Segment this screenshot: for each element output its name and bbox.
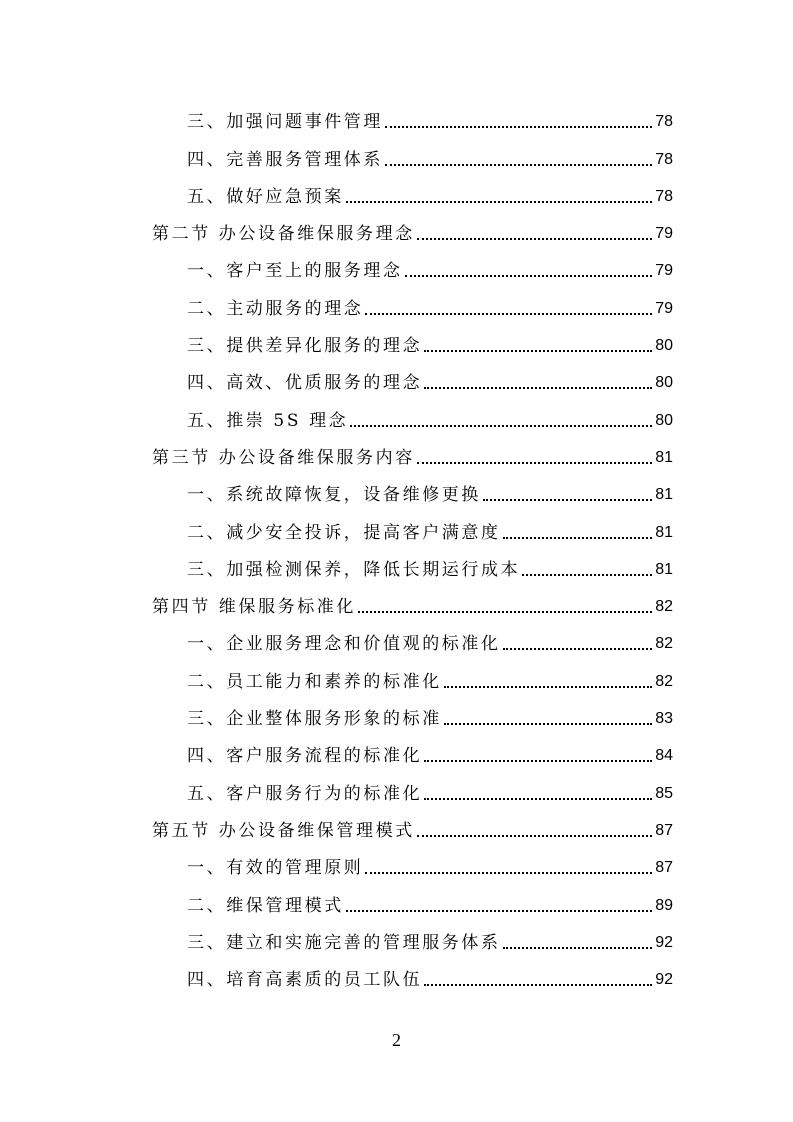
toc-entry-inner [152,597,673,617]
toc-dot-leader [424,984,652,986]
toc-entry-page-number: 83 [655,710,673,728]
toc-dot-leader [424,387,652,389]
toc-entry-inner [187,709,673,729]
toc-entry-page-number: 78 [655,113,673,131]
toc-entry-inner [187,261,673,281]
toc-entry-inner [187,373,673,393]
toc-section-entry[interactable] [0,810,793,847]
page-number: 2 [392,1030,401,1050]
toc-entry-label: 二、员工能力和素养的标准化 [187,671,442,692]
toc-entry-page-number: 81 [655,560,673,578]
toc-entry-label: 二、维保管理模式 [187,895,344,916]
toc-entry-label: 第二节 办公设备维保服务理念 [152,224,415,245]
toc-entry-page-number: 84 [655,747,673,765]
toc-entry-inner [187,560,673,580]
toc-entry-page-number: 81 [655,523,673,541]
toc-entry-page-number: 82 [655,598,673,616]
toc-entry-label: 五、推崇 5S 理念 [187,410,349,431]
toc-dot-leader [346,201,652,203]
toc-entry-inner [152,821,673,841]
toc-entry-inner [187,523,673,543]
toc-entry-label: 四、完善服务管理体系 [187,149,383,170]
toc-subsection-entry[interactable] [0,698,793,735]
toc-dot-leader [358,611,652,613]
toc-subsection-entry[interactable] [0,922,793,959]
table-of-contents [0,101,793,996]
toc-entry-page-number: 82 [655,635,673,653]
toc-entry-inner [187,485,673,505]
toc-dot-leader [444,686,652,688]
toc-entry-inner [152,448,673,468]
toc-subsection-entry[interactable] [0,176,793,213]
toc-entry-page-number: 79 [655,299,673,317]
toc-entry-inner [187,672,673,692]
toc-subsection-entry[interactable] [0,362,793,399]
toc-subsection-entry[interactable] [0,399,793,436]
toc-subsection-entry[interactable] [0,959,793,996]
toc-entry-inner [187,784,673,804]
toc-entry-inner [187,336,673,356]
toc-entry-page-number: 81 [655,448,673,466]
toc-subsection-entry[interactable] [0,735,793,772]
toc-entry-page-number: 80 [655,411,673,429]
toc-section-entry[interactable] [0,586,793,623]
toc-subsection-entry[interactable] [0,660,793,697]
toc-dot-leader [424,760,652,762]
toc-subsection-entry[interactable] [0,474,793,511]
toc-entry-inner [187,970,673,990]
toc-entry-label: 五、做好应急预案 [187,186,344,207]
toc-dot-leader [503,648,653,650]
toc-entry-page-number: 81 [655,486,673,504]
toc-entry-label: 一、客户至上的服务理念 [187,261,403,282]
toc-dot-leader [424,350,652,352]
toc-entry-label: 五、客户服务行为的标准化 [187,783,423,804]
toc-entry-label: 三、企业整体服务形象的标准 [187,709,442,730]
toc-entry-page-number: 92 [655,933,673,951]
toc-entry-inner [187,187,673,207]
toc-entry-label: 第五节 办公设备维保管理模式 [152,820,415,841]
toc-entry-label: 一、系统故障恢复，设备维修更换 [187,485,481,506]
toc-entry-page-number: 82 [655,672,673,690]
toc-dot-leader [424,798,652,800]
toc-dot-leader [365,313,652,315]
toc-entry-page-number: 89 [655,896,673,914]
toc-entry-label: 三、提供差异化服务的理念 [187,336,423,357]
toc-entry-page-number: 87 [655,859,673,877]
toc-entry-label: 第四节 维保服务标准化 [152,597,357,618]
toc-subsection-entry[interactable] [0,884,793,921]
toc-dot-leader [417,238,652,240]
toc-entry-page-number: 80 [655,374,673,392]
toc-dot-leader [417,835,652,837]
toc-entry-page-number: 79 [655,262,673,280]
toc-entry-inner [187,858,673,878]
toc-entry-label: 三、建立和实施完善的管理服务体系 [187,932,501,953]
toc-section-entry[interactable] [0,213,793,250]
toc-entry-inner [152,224,673,244]
toc-entry-label: 二、减少安全投诉，提高客户满意度 [187,522,501,543]
toc-entry-label: 四、高效、优质服务的理念 [187,373,423,394]
toc-entry-page-number: 87 [655,821,673,839]
toc-dot-leader [346,910,652,912]
toc-entry-inner [187,933,673,953]
toc-entry-page-number: 80 [655,337,673,355]
toc-entry-label: 四、培育高素质的员工队伍 [187,970,423,991]
toc-entry-inner [187,634,673,654]
toc-entry-page-number: 78 [655,150,673,168]
toc-entry-page-number: 92 [655,971,673,989]
toc-subsection-entry[interactable] [0,511,793,548]
toc-entry-label: 三、加强问题事件管理 [187,112,383,133]
toc-dot-leader [444,723,652,725]
toc-dot-leader [385,126,652,128]
toc-subsection-entry[interactable] [0,772,793,809]
toc-dot-leader [350,425,652,427]
toc-entry-inner [187,896,673,916]
toc-subsection-entry[interactable] [0,847,793,884]
toc-dot-leader [405,275,653,277]
toc-dot-leader [385,164,652,166]
toc-subsection-entry[interactable] [0,101,793,138]
toc-dot-leader [483,499,652,501]
toc-entry-page-number: 78 [655,187,673,205]
toc-subsection-entry[interactable] [0,138,793,175]
toc-subsection-entry[interactable] [0,250,793,287]
toc-subsection-entry[interactable] [0,623,793,660]
toc-entry-page-number: 79 [655,225,673,243]
toc-entry-page-number: 85 [655,784,673,802]
toc-section-entry[interactable] [0,437,793,474]
toc-dot-leader [417,462,652,464]
toc-dot-leader [503,947,653,949]
toc-entry-label: 二、主动服务的理念 [187,298,364,319]
toc-dot-leader [522,574,652,576]
toc-entry-inner [187,112,673,132]
toc-entry-inner [187,411,673,431]
toc-dot-leader [365,872,652,874]
toc-entry-label: 一、企业服务理念和价值观的标准化 [187,634,501,655]
toc-entry-label: 四、客户服务流程的标准化 [187,746,423,767]
toc-entry-inner [187,746,673,766]
toc-dot-leader [503,537,653,539]
toc-entry-label: 第三节 办公设备维保服务内容 [152,447,415,468]
toc-entry-inner [187,150,673,170]
toc-entry-label: 一、有效的管理原则 [187,858,364,879]
toc-subsection-entry[interactable] [0,549,793,586]
toc-subsection-entry[interactable] [0,287,793,324]
toc-subsection-entry[interactable] [0,325,793,362]
toc-entry-inner [187,299,673,319]
toc-entry-label: 三、加强检测保养，降低长期运行成本 [187,559,521,580]
